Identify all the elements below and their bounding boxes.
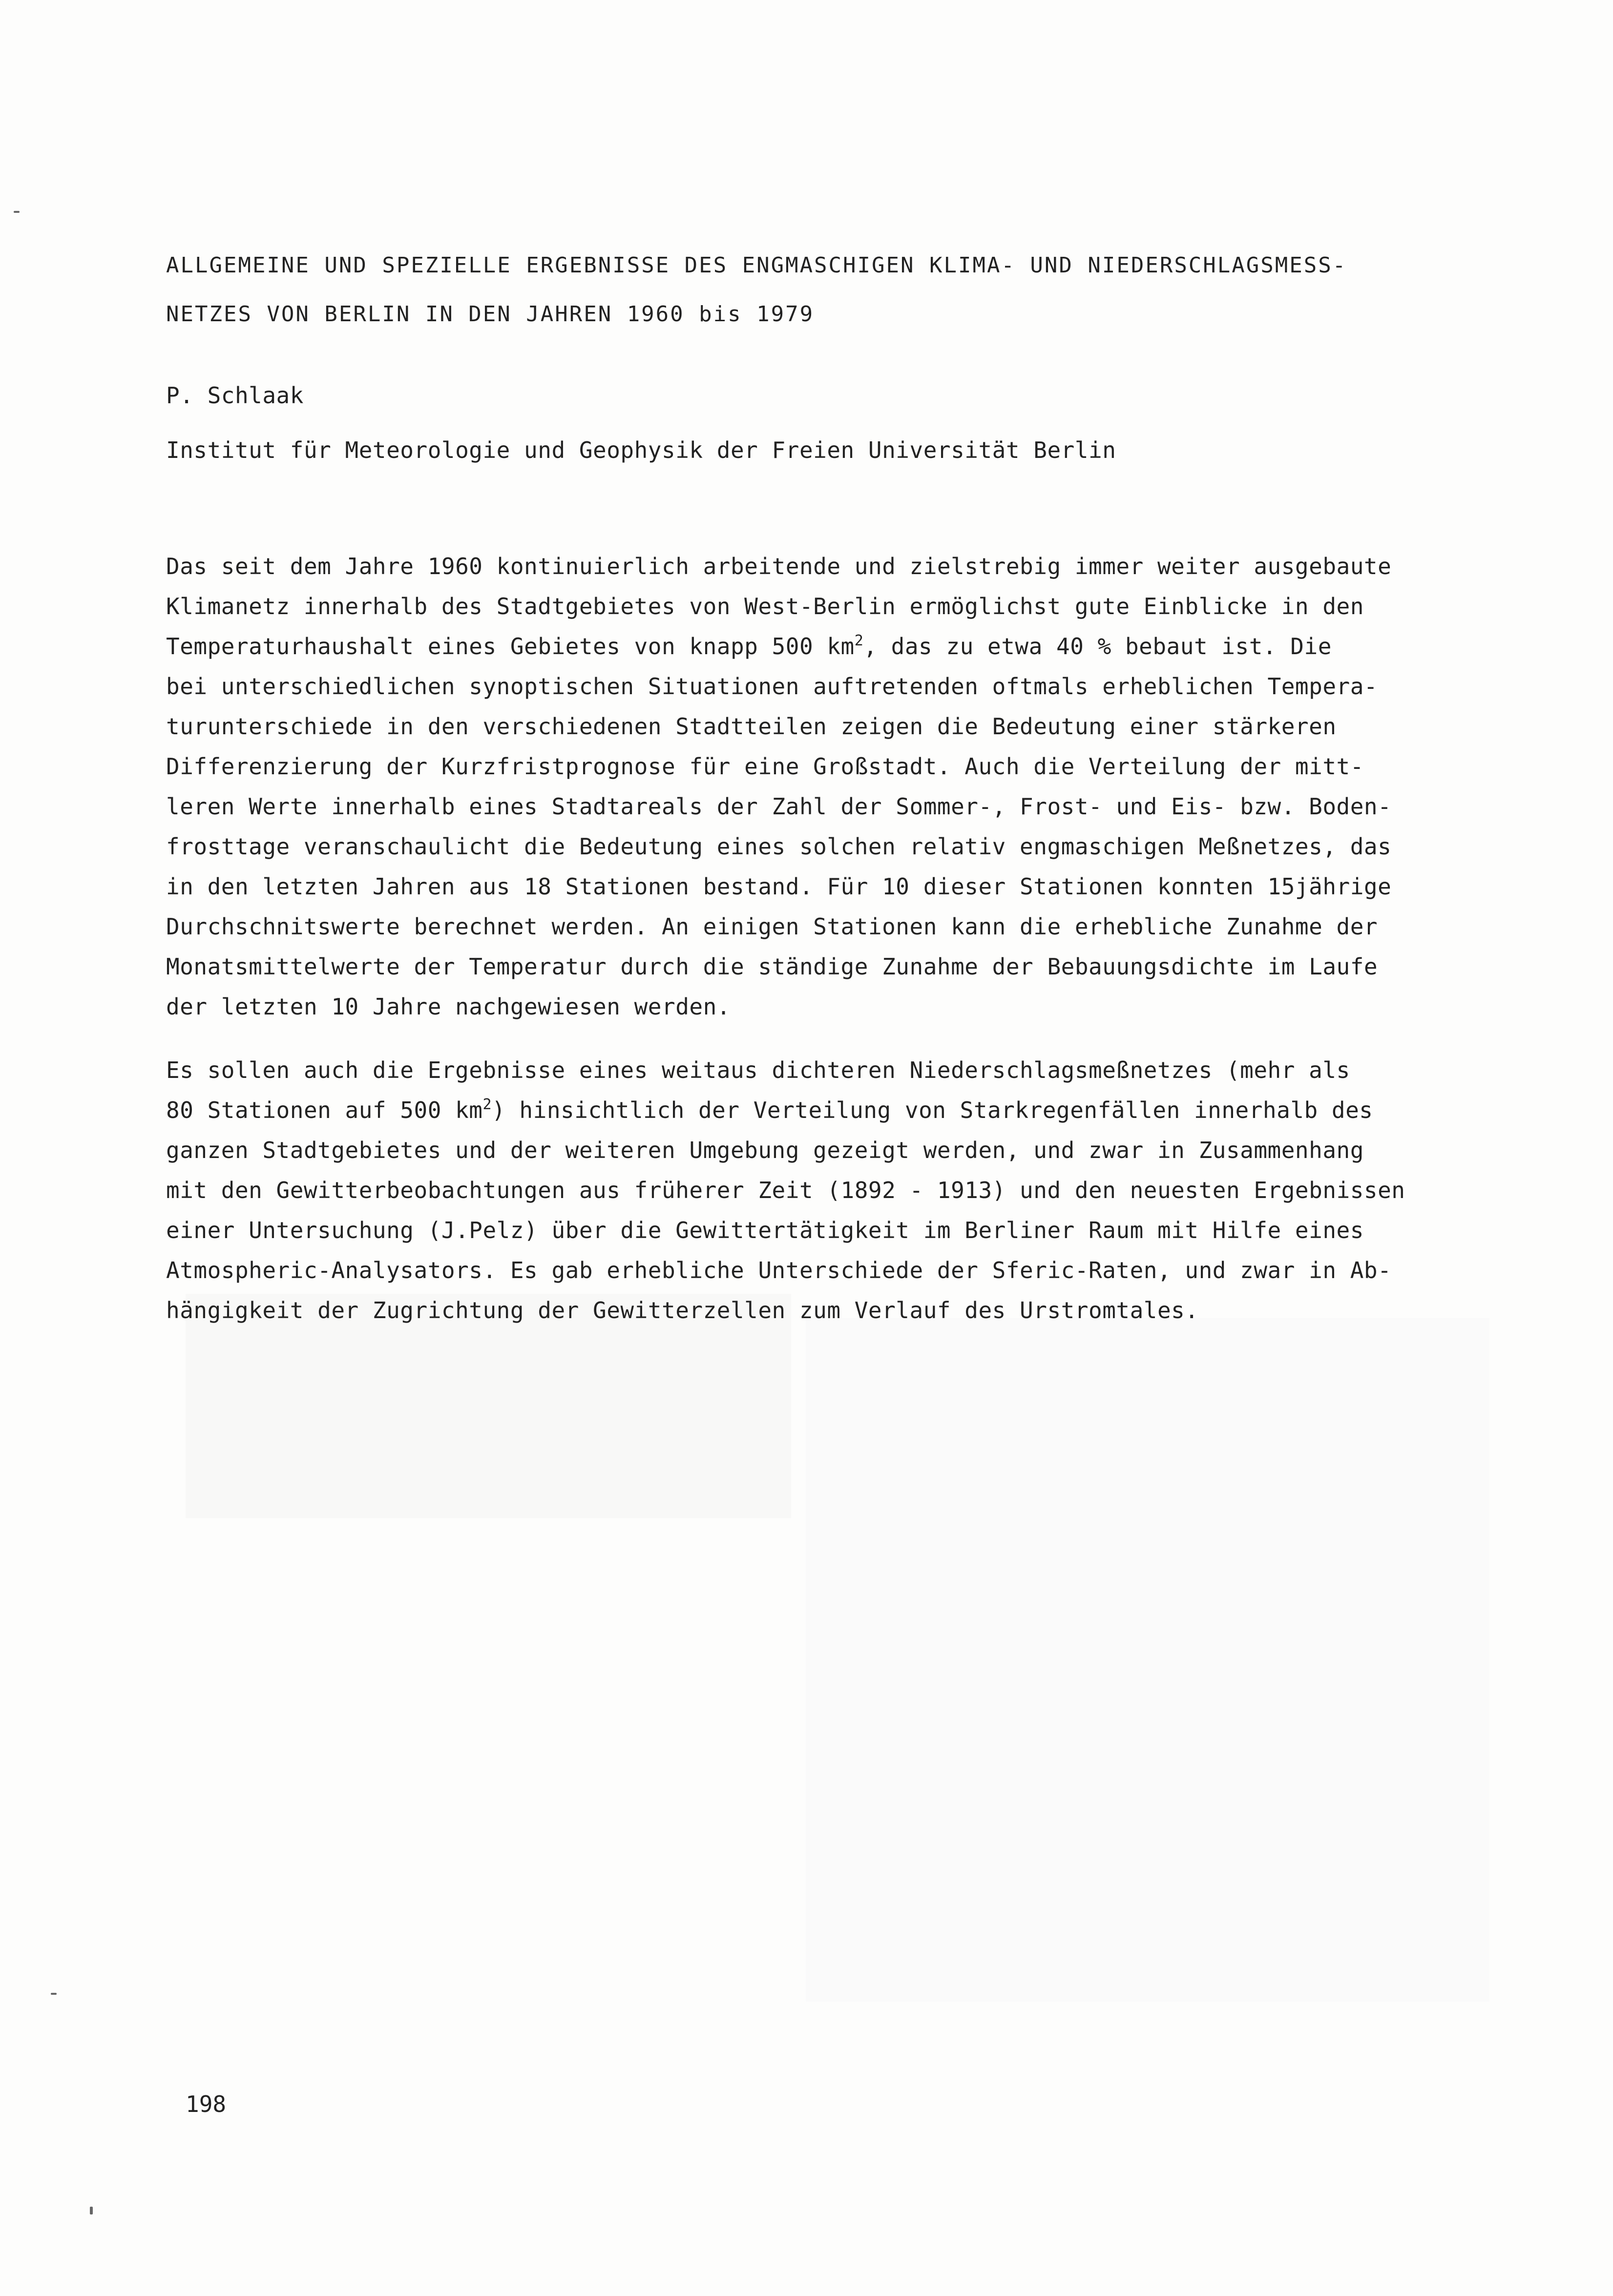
p2-line-4: mit den Gewitterbeobachtungen aus früherer Zeit (1892 - 1913) und den neuesten Ergebnissen [166,1177,1405,1203]
superscript-2: 2 [482,1096,492,1113]
p1-line-8: frosttage veranschaulicht die Bedeutung eines solchen relativ engmaschigen Meßnetzes, das [166,833,1392,860]
p1-line-9: in den letzten Jahren aus 18 Stationen bestand. Für 10 dieser Stationen konnten 15jährige [166,873,1392,900]
p2-line-7: hängigkeit der Zugrichtung der Gewitterzellen zum Verlauf des Urstromtales. [166,1297,1199,1324]
p2-line-2-rest: ) hinsichtlich der Verteilung von Starkregenfällen innerhalb des [492,1097,1373,1123]
p2-line-5: einer Untersuchung (J.Pelz) über die Gewittertätigkeit im Berliner Raum mit Hilfe eines [166,1217,1364,1243]
title-line-1: ALLGEMEINE UND SPEZIELLE ERGEBNISSE DES ENGMASCHIGEN KLIMA- UND NIEDERSCHLAGSMESS- [166,253,1347,278]
p1-line-2: Klimanetz innerhalb des Stadtgebietes von West-Berlin ermöglichst gute Einblicke in den [166,593,1364,620]
p1-line-5: turunterschiede in den verschiedenen Stadtteilen zeigen die Bedeutung einer stärkeren [166,713,1337,740]
p1-line-10: Durchschnitswerte berechnet werden. An einigen Stationen kann die erhebliche Zunahme der [166,913,1378,940]
p1-line-3 [166,633,1332,660]
p1-line-6: Differenzierung der Kurzfristprognose für eine Großstadt. Auch die Verteilung der mitt- [166,753,1364,780]
p1-line-7: leren Werte innerhalb eines Stadtareals der Zahl der Sommer-, Frost- und Eis- bzw. Boden- [166,793,1392,820]
p2-line-2-text: 80 Stationen auf 500 km [166,1097,483,1123]
affiliation: Institut für Meteorologie und Geophysik der Freien Universität Berlin [166,437,1116,463]
p2-line-6: Atmospheric-Analysators. Es gab erhebliche Unterschiede der Sferic-Raten, und zwar in Ab- [166,1257,1392,1283]
title-line-2: NETZES VON BERLIN IN DEN JAHREN 1960 bis 1979 [166,302,815,327]
p1-line-1: Das seit dem Jahre 1960 kontinuierlich arbeitende und zielstrebig immer weiter ausgebaute [166,553,1392,579]
margin-mark-top [14,211,20,213]
p1-line-3-text: Temperaturhaushalt eines Gebietes von knapp 500 km [166,633,855,660]
show-through-right [806,1318,1489,2002]
p1-line-3-rest: , das zu etwa 40 % bebaut ist. Die [863,633,1332,660]
page-number: 198 [186,2091,227,2117]
show-through-left [186,1294,791,1518]
margin-mark-middle [51,1993,57,1995]
p2-line-1: Es sollen auch die Ergebnisse eines weitaus dichteren Niederschlagsmeßnetzes (mehr als [166,1057,1350,1083]
p2-line-2 [166,1096,1373,1124]
superscript-2: 2 [854,632,864,649]
p2-line-3: ganzen Stadtgebietes und der weiteren Umgebung gezeigt werden, und zwar in Zusammenhang [166,1137,1364,1163]
p1-line-12: der letzten 10 Jahre nachgewiesen werden. [166,993,731,1020]
author: P. Schlaak [166,382,304,409]
p1-line-11: Monatsmittelwerte der Temperatur durch die ständige Zunahme der Bebauungsdichte im Laufe [166,953,1378,980]
margin-mark-bottom [90,2207,93,2214]
p1-line-4: bei unterschiedlichen synoptischen Situationen auftretenden oftmals erheblichen Tempera- [166,673,1378,700]
